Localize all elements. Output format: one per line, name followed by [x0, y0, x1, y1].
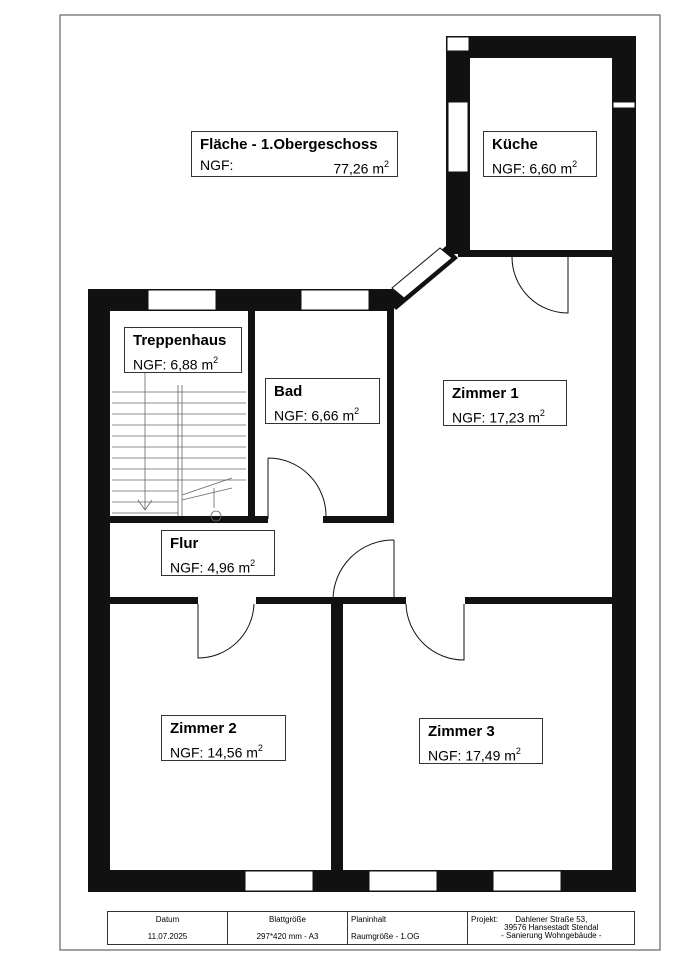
room-name: Zimmer 3: [428, 723, 495, 740]
project-line-1: Dahlener Straße 53,: [515, 915, 588, 924]
title-block: [107, 911, 635, 945]
diagonal-wall: [384, 246, 458, 310]
door-kueche: [512, 257, 568, 313]
wall-treppe-bad: [248, 300, 255, 523]
door-bad: [268, 458, 326, 519]
wall-zimmer3-top: [465, 597, 636, 604]
wall-bad-zimmer1: [387, 300, 394, 523]
room-area-value: NGF: 6,60 m: [492, 160, 573, 177]
wall-kitchen-bottom: [458, 250, 612, 257]
wall-left-outer: [88, 289, 110, 892]
window: [148, 290, 216, 310]
room-area: [170, 739, 277, 763]
title-cell-planinhalt: [348, 912, 468, 944]
wall-zimmer2-top-left: [110, 597, 198, 604]
room-label-bad: [265, 378, 380, 424]
room-name: Zimmer 1: [452, 385, 519, 402]
room-area-value: NGF: 6,66 m: [274, 407, 355, 424]
project-lines: [501, 914, 601, 941]
window: [613, 102, 635, 108]
title-cell-datum: [108, 912, 228, 944]
room-area-value: NGF: 6,88 m: [133, 356, 214, 373]
room-area-value: NGF: 4,96 m: [170, 559, 251, 576]
plan-label: Planinhalt: [351, 915, 387, 924]
total-area-row: [200, 155, 389, 179]
wall-right-outer: [612, 36, 636, 892]
wall-zimmer2-zimmer3: [331, 600, 343, 892]
total-area-label: [191, 131, 398, 177]
room-name: Küche: [492, 136, 538, 153]
datum-value: 11.07.2025: [147, 932, 188, 941]
project-label: Projekt:: [471, 915, 499, 924]
total-area-unit: 2: [383, 159, 389, 169]
project-row: [471, 914, 631, 941]
total-area-value-wrap: [333, 155, 389, 179]
project-line-2: 39576 Hansestadt Stendal: [504, 923, 599, 932]
window: [369, 871, 437, 891]
window: [493, 871, 561, 891]
wall-kitchen-top: [446, 36, 636, 58]
room-area: [452, 404, 558, 428]
room-label-treppenhaus: [124, 327, 242, 373]
room-area-unit: 2: [572, 159, 578, 169]
room-label-zimmer2: [161, 715, 286, 761]
room-area: [133, 351, 233, 375]
room-name: Flur: [170, 535, 199, 552]
room-area-value: NGF: 17,49 m: [428, 747, 516, 764]
window: [448, 102, 468, 172]
room-area: [170, 554, 266, 578]
room-name: Treppenhaus: [133, 332, 227, 349]
blatt-label: Blattgröße: [269, 915, 306, 924]
wall-bad-flur: [323, 516, 394, 523]
door-zimmer2: [198, 604, 254, 658]
project-line-3: - Sanierung Wohngebäude -: [501, 931, 602, 940]
window: [301, 290, 369, 310]
room-area-unit: 2: [539, 408, 545, 418]
blatt-value: 297*420 mm - A3: [256, 932, 319, 941]
room-area-unit: 2: [354, 406, 360, 416]
room-label-kueche: [483, 131, 597, 177]
window: [245, 871, 313, 891]
title-cell-blattgroesse: [228, 912, 348, 944]
wall-treppe-flur: [110, 516, 268, 523]
total-area-value: 77,26 m: [333, 160, 384, 177]
title-cell-projekt: [468, 912, 634, 944]
room-label-flur: [161, 530, 275, 576]
room-label-zimmer3: [419, 718, 543, 764]
room-name: Bad: [274, 383, 303, 400]
room-area-unit: 2: [250, 558, 256, 568]
room-area: [274, 402, 371, 426]
room-area-value: NGF: 14,56 m: [170, 744, 258, 761]
door-zimmer3: [406, 604, 464, 660]
room-area-value: NGF: 17,23 m: [452, 409, 540, 426]
room-area: [428, 742, 534, 766]
plan-value: Raumgröße - 1.OG: [351, 932, 420, 941]
total-area-ngf-label: NGF:: [200, 157, 234, 173]
window: [447, 37, 469, 51]
room-area-unit: 2: [257, 743, 263, 753]
room-area-unit: 2: [515, 746, 521, 756]
room-area-unit: 2: [213, 355, 219, 365]
room-label-zimmer1: [443, 380, 567, 426]
door-zimmer1: [333, 540, 394, 600]
room-name: Zimmer 2: [170, 720, 237, 737]
total-area-title: Fläche - 1.Obergeschoss: [200, 136, 378, 153]
room-area: [492, 155, 588, 179]
datum-label: Datum: [155, 915, 180, 924]
